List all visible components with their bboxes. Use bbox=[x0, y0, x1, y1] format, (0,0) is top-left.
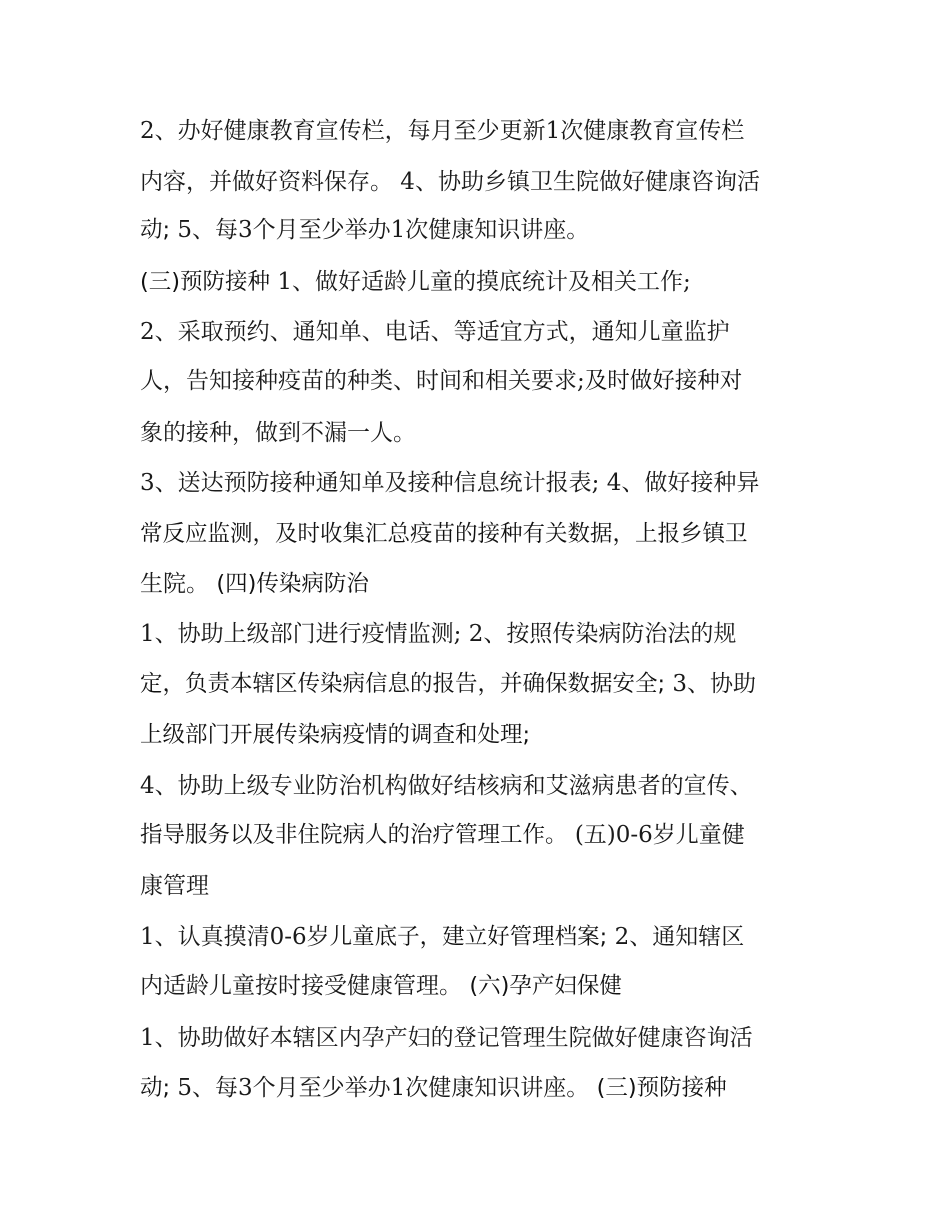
text-line-6 bbox=[140, 361, 830, 401]
line-16-seg-1: 康管理 bbox=[140, 873, 209, 899]
text-line-16 bbox=[140, 866, 830, 906]
text-line-9 bbox=[140, 514, 830, 554]
line-1-seg-1: 2、办好健康教育宣传栏，每月至少更新1次健康教育宣传栏 bbox=[140, 118, 745, 144]
text-line-14 bbox=[140, 766, 830, 806]
text-line-18 bbox=[140, 966, 830, 1006]
text-line-12 bbox=[140, 664, 830, 704]
line-17-seg-3: 2、通知辖区 bbox=[607, 924, 745, 950]
line-19-seg-1: 1、协助做好本辖区内孕产妇的登记管理生院做好健康咨询活 bbox=[140, 1025, 753, 1051]
line-12-seg-2: 3、协助 bbox=[665, 671, 757, 697]
text-line-11 bbox=[140, 614, 830, 654]
line-17-seg-2: 儿童底子，建立好管理档案; bbox=[329, 924, 608, 950]
line-4-seg-1: (三)预防接种 bbox=[140, 269, 271, 295]
text-line-19 bbox=[140, 1018, 830, 1058]
text-line-5 bbox=[140, 312, 830, 352]
text-line-4 bbox=[140, 262, 830, 302]
line-20-seg-3: (三)预防接种 bbox=[596, 1075, 727, 1101]
line-4-seg-2: 1、做好适龄儿童的摸底统计及相关工作; bbox=[270, 269, 691, 295]
text-line-1 bbox=[140, 111, 830, 151]
text-line-10 bbox=[140, 564, 830, 604]
line-3-seg-1: 动; bbox=[140, 217, 171, 243]
text-line-2 bbox=[140, 162, 830, 202]
line-13-seg-1: 上级部门开展传染病疫情的调查和处理; bbox=[140, 722, 531, 748]
text-line-17 bbox=[140, 917, 830, 957]
line-20-seg-2: 5、每3个月至少举办1次健康知识讲座。 bbox=[170, 1075, 597, 1101]
text-line-20 bbox=[140, 1068, 830, 1108]
line-10-seg-1: 生院。 bbox=[140, 571, 217, 597]
text-line-13 bbox=[140, 715, 830, 755]
text-line-3 bbox=[140, 210, 830, 250]
line-17-seg-1: 1、认真摸清0-6岁 bbox=[140, 924, 330, 950]
line-10-seg-2: (四)传染病防治 bbox=[216, 571, 369, 597]
line-12-seg-1: 定，负责本辖区传染病信息的报告，并确保数据安全; bbox=[140, 671, 666, 697]
text-line-7 bbox=[140, 413, 830, 453]
line-8-seg-1: 3、送达预防接种通知单及接种信息统计报表; 4、做好接种异 bbox=[140, 470, 760, 496]
line-11-seg-1: 1、协助上级部门进行疫情监测; 2、按照传染病防治法的规 bbox=[140, 621, 737, 647]
line-18-seg-1: 内适龄儿童按时接受健康管理。 bbox=[140, 973, 470, 999]
text-line-15 bbox=[140, 815, 830, 855]
line-3-seg-2: 5、每3个月至少举办1次健康知识讲座。 bbox=[170, 217, 590, 243]
text-line-8 bbox=[140, 463, 830, 503]
line-7-seg-1: 象的接种，做到不漏一人。 bbox=[140, 420, 416, 446]
line-18-seg-2: (六)孕产妇保健 bbox=[469, 973, 622, 999]
line-6-seg-1: 人，告知接种疫苗的种类、时间和相关要求; bbox=[140, 368, 585, 394]
line-15-seg-2: (五)0-6岁儿童健 bbox=[567, 822, 745, 848]
line-14-seg-1: 4、协助上级专业防治机构做好结核病和艾滋病患者的宣传、 bbox=[140, 773, 753, 799]
line-20-seg-1: 动; bbox=[140, 1075, 171, 1101]
line-15-seg-1: 指导服务以及非住院病人的治疗管理工作。 bbox=[140, 822, 568, 848]
line-6-seg-2: 及时做好接种对 bbox=[584, 368, 743, 394]
line-2-seg-1: 内容，并做好资料保存。 4、协助乡镇卫生院做好健康咨询活 bbox=[140, 169, 760, 195]
line-9-seg-1: 常反应监测，及时收集汇总疫苗的接种有关数据，上报乡镇卫 bbox=[140, 521, 748, 547]
line-5-seg-1: 2、采取预约、通知单、电话、等适宜方式，通知儿童监护 bbox=[140, 319, 730, 345]
